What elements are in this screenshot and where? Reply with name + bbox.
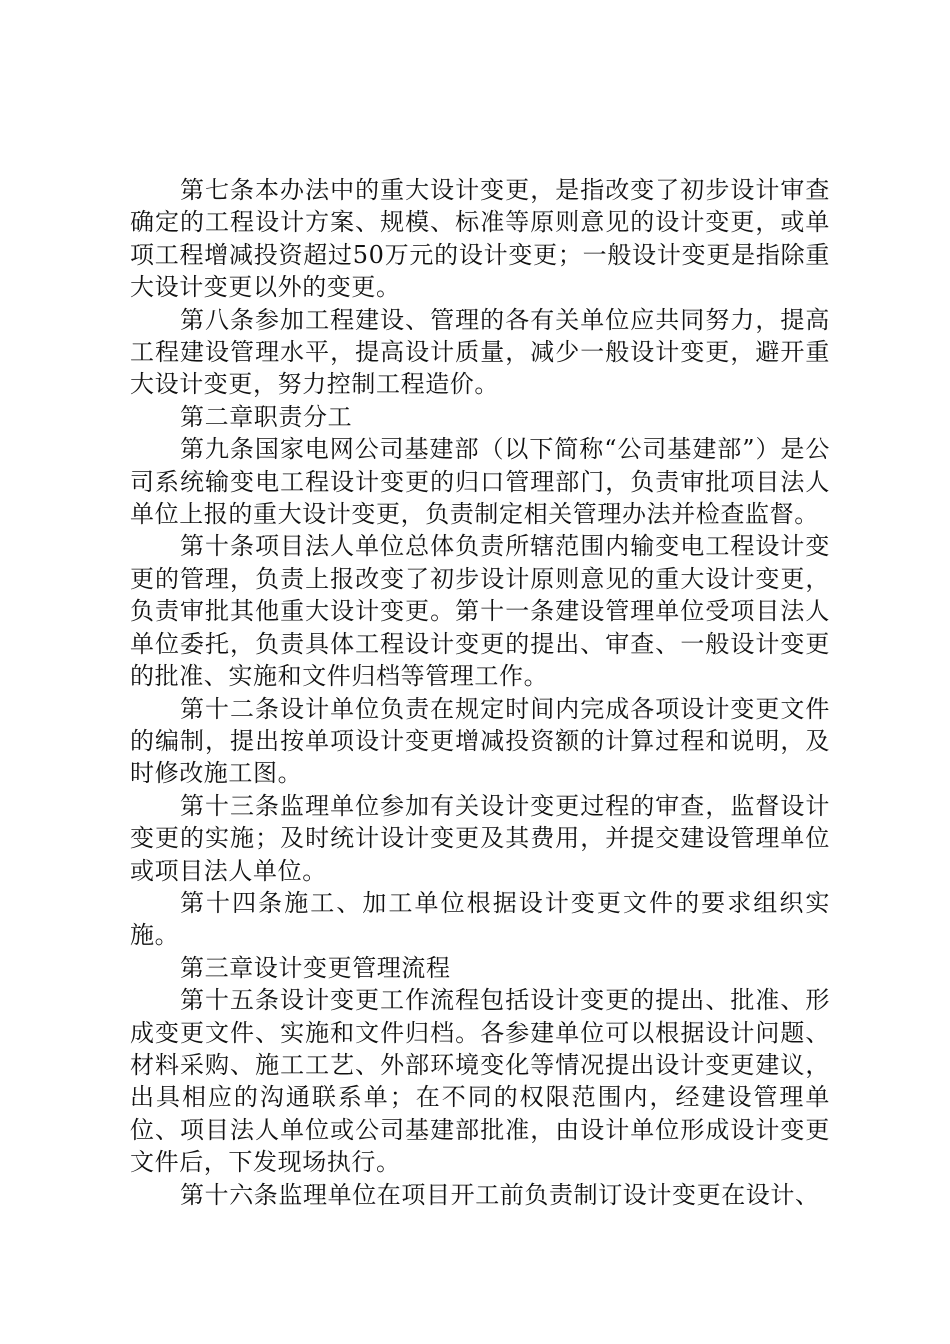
article-13: 第十三条监理单位参加有关设计变更过程的审查，监督设计变更的实施；及时统计设计变更及其费用，并提交建设管理单位或项目法人单位。 (130, 791, 830, 885)
article-15: 第十五条设计变更工作流程包括设计变更的提出、批准、形成变更文件、实施和文件归档。各参建单位可以根据设计问题、材料采购、施工工艺、外部环境变化等情况提出设计变更建议，出具相应的沟通联系单；在不同的权限范围内，经建设管理单位、项目法人单位或公司基建部批准，由设计单位形成设计变更文件后，下发现场执行。 (130, 986, 830, 1177)
chapter-3-heading: 第三章设计变更管理流程 (180, 953, 451, 982)
article-8: 第八条参加工程建设、管理的各有关单位应共同努力，提高工程建设管理水平，提高设计质量，减少一般设计变更，避开重大设计变更，努力控制工程造价。 (130, 305, 830, 399)
article-12: 第十二条设计单位负责在规定时间内完成各项设计变更文件的编制，提出按单项设计变更增减投资额的计算过程和说明，及时修改施工图。 (130, 694, 830, 788)
article-16: 第十六条监理单位在项目开工前负责制订设计变更在设计、 (180, 1180, 820, 1209)
article-14: 第十四条施工、加工单位根据设计变更文件的要求组织实施。 (130, 888, 830, 950)
article-9: 第九条国家电网公司基建部（以下简称“公司基建部”）是公司系统输变电工程设计变更的归口管理部门，负责审批项目法人单位上报的重大设计变更，负责制定相关管理办法并检查监督。 (130, 435, 830, 529)
article-7: 第七条本办法中的重大设计变更，是指改变了初步设计审查确定的工程设计方案、规模、标准等原则意见的设计变更，或单项工程增减投资超过50万元的设计变更；一般设计变更是指除重大设计变更以外的变更。 (130, 176, 830, 302)
document-page (130, 174, 830, 1211)
chapter-2-heading: 第二章职责分工 (180, 402, 353, 431)
article-10-11: 第十条项目法人单位总体负责所辖范围内输变电工程设计变更的管理，负责上报改变了初步设计原则意见的重大设计变更，负责审批其他重大设计变更。第十一条建设管理单位受项目法人单位委托，负责具体工程设计变更的提出、审查、一般设计变更的批准、实施和文件归档等管理工作。 (130, 532, 830, 691)
